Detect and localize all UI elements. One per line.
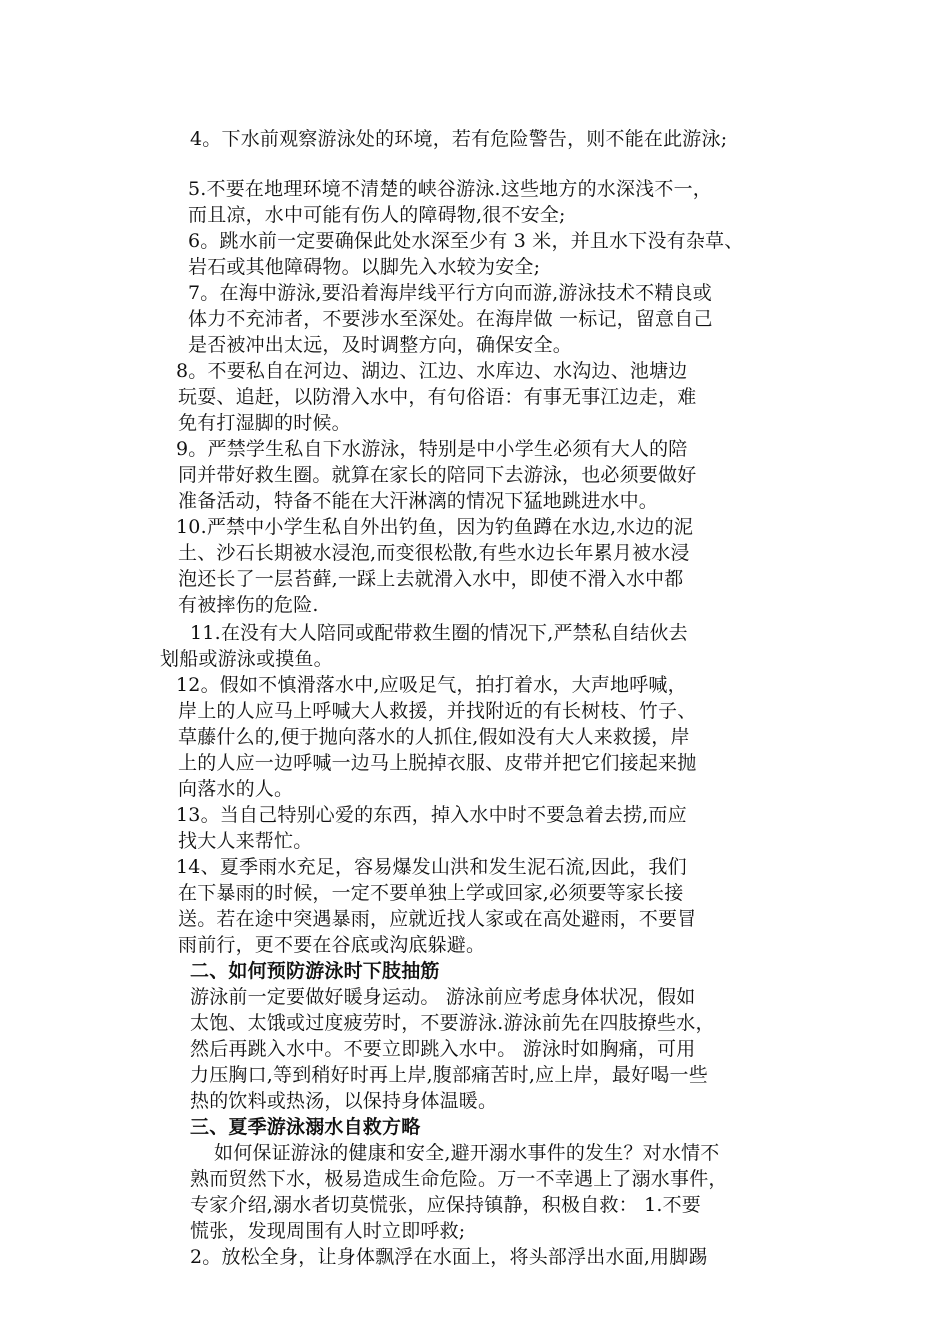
text-line: 准备活动，特备不能在大汗淋漓的情况下猛地跳进水中。 — [178, 490, 659, 512]
text-line: 专家介绍,溺水者切莫慌张，应保持镇静，积极自救： 1.不要 — [190, 1194, 702, 1216]
text-line: 而且凉，水中可能有伤人的障碍物,很不安全; — [188, 204, 566, 226]
text-line: 岩石或其他障碍物。以脚先入水较为安全; — [188, 256, 541, 278]
text-line: 熟而贸然下水，极易造成生命危险。万一不幸遇上了溺水事件， — [190, 1168, 728, 1190]
text-line: 上的人应一边呼喊一边马上脱掉衣服、皮带并把它们接起来抛 — [178, 752, 697, 774]
text-line: 同并带好救生圈。就算在家长的陪同下去游泳，也必须要做好 — [178, 464, 697, 486]
text-line: 有被摔伤的危险. — [178, 594, 319, 616]
text-line: 2。放松全身，让身体飘浮在水面上，将头部浮出水面,用脚踢 — [190, 1246, 708, 1268]
text-line: 游泳前一定要做好暖身运动。 游泳前应考虑身体状况，假如 — [190, 986, 696, 1008]
section-heading: 三、夏季游泳溺水自救方略 — [190, 1116, 421, 1138]
text-line: 慌张，发现周围有人时立即呼救; — [190, 1220, 466, 1242]
text-line: 然后再跳入水中。不要立即跳入水中。 游泳时如胸痛，可用 — [190, 1038, 696, 1060]
text-line: 热的饮料或热汤，以保持身体温暖。 — [190, 1090, 498, 1112]
section-heading: 二、如何预防游泳时下肢抽筋 — [190, 960, 440, 982]
text-line: 玩耍、追赶，以防滑入水中，有句俗语：有事无事江边走，难 — [178, 386, 697, 408]
text-line: 在下暴雨的时候，一定不要单独上学或回家,必须要等家长接 — [178, 882, 684, 904]
text-line: 太饱、太饿或过度疲劳时，不要游泳.游泳前先在四肢撩些水， — [190, 1012, 715, 1034]
text-line: 体力不充沛者，不要涉水至深处。在海岸做 一标记，留意自己 — [188, 308, 713, 330]
text-line: 免有打湿脚的时候。 — [178, 412, 351, 434]
text-line: 如何保证游泳的健康和安全,避开溺水事件的发生？对水情不 — [214, 1142, 720, 1164]
text-line: 草藤什么的,便于抛向落水的人抓住,假如没有大人来救援，岸 — [178, 726, 690, 748]
text-line: 4。下水前观察游泳处的环境，若有危险警告，则不能在此游泳; — [190, 128, 728, 150]
text-line: 11.在没有大人陪同或配带救生圈的情况下,严禁私自结伙去 — [190, 622, 688, 644]
text-line: 送。若在途中突遇暴雨，应就近找人家或在高处避雨，不要冒 — [178, 908, 697, 930]
text-line: 力压胸口,等到稍好时再上岸,腹部痛苦时,应上岸，最好喝一些 — [190, 1064, 708, 1086]
text-line: 10.严禁中小学生私自外出钓鱼，因为钓鱼蹲在水边,水边的泥 — [176, 516, 694, 538]
text-line: 6。跳水前一定要确保此处水深至少有 3 米，并且水下没有杂草、 — [188, 230, 744, 252]
text-line: 7。在海中游泳,要沿着海岸线平行方向而游,游泳技术不精良或 — [188, 282, 712, 304]
text-line: 泡还长了一层苔藓,一踩上去就滑入水中，即使不滑入水中都 — [178, 568, 684, 590]
text-line: 找大人来帮忙。 — [178, 830, 313, 852]
text-line: 土、沙石长期被水浸泡,而变很松散,有些水边长年累月被水浸 — [178, 542, 690, 564]
text-line: 12。假如不慎滑落水中,应吸足气，拍打着水，大声地呼喊， — [176, 674, 687, 696]
text-line: 5.不要在地理环境不清楚的峡谷游泳.这些地方的水深浅不一， — [188, 178, 712, 200]
text-line: 岸上的人应马上呼喊大人救援，并找附近的有长树枝、竹子、 — [178, 700, 697, 722]
text-line: 划船或游泳或摸鱼。 — [160, 648, 333, 670]
text-line: 9。严禁学生私自下水游泳，特别是中小学生必须有大人的陪 — [176, 438, 688, 460]
text-line: 8。不要私自在河边、湖边、江边、水库边、水沟边、池塘边 — [176, 360, 688, 382]
text-line: 雨前行，更不要在谷底或沟底躲避。 — [178, 934, 486, 956]
text-line: 向落水的人。 — [178, 778, 294, 800]
text-line: 是否被冲出太远，及时调整方向，确保安全。 — [188, 334, 573, 356]
text-line: 13。当自己特别心爱的东西，掉入水中时不要急着去捞,而应 — [176, 804, 687, 826]
text-line: 14、夏季雨水充足，容易爆发山洪和发生泥石流,因此，我们 — [176, 856, 687, 878]
